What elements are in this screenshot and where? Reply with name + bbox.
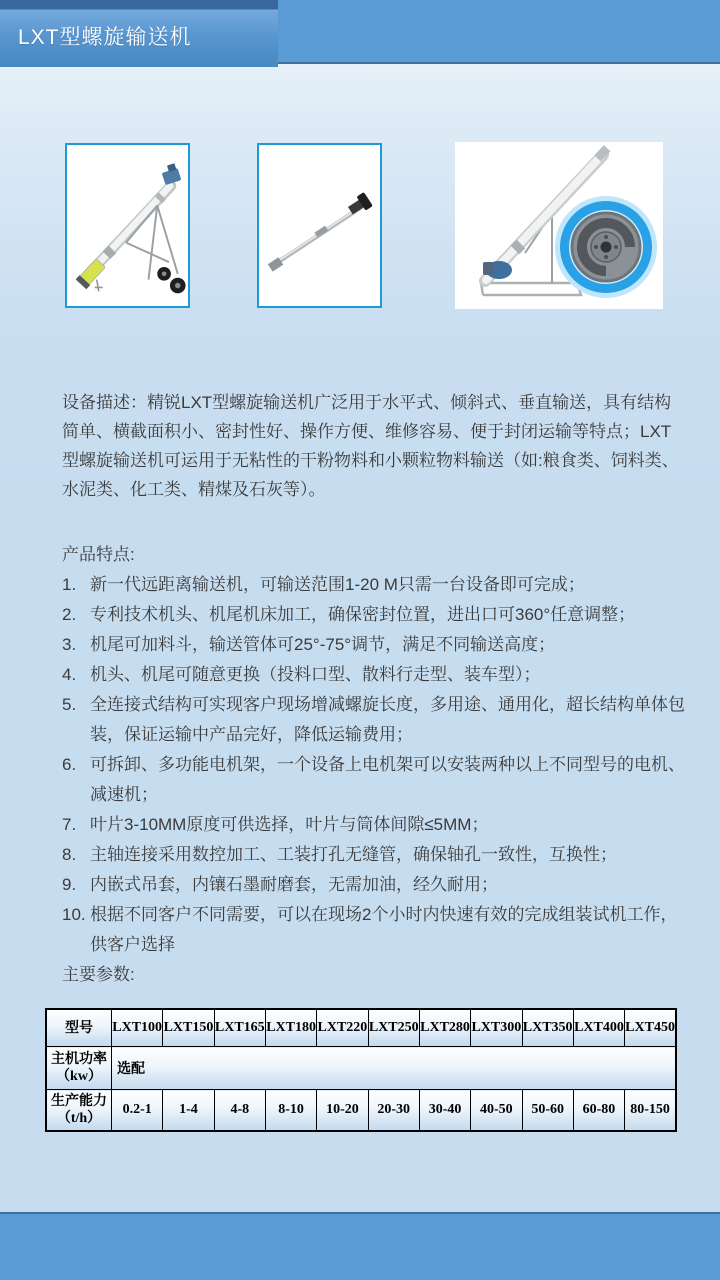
page-title: LXT型螺旋输送机 <box>18 26 192 49</box>
conveyor-with-pulley-image <box>455 142 663 309</box>
model-cell: LXT400 <box>573 1009 624 1047</box>
feature-text: 机头、机尾可随意更换（投料口型、散料行走型、装车型）； <box>90 665 541 684</box>
feature-text: 叶片3-10MM原度可供选择，叶片与筒体间隙≤5MM； <box>90 815 489 834</box>
model-cell: LXT165 <box>214 1009 265 1047</box>
feature-text: 专利技术机头、机尾机床加工，确保密封位置，进出口可360°任意调整； <box>90 605 636 624</box>
features-heading: 产品特点: <box>62 545 135 564</box>
power-label-line2: （kw） <box>56 1069 102 1084</box>
model-label-cell: 型号 <box>46 1009 112 1047</box>
capacity-row <box>46 1090 676 1132</box>
feature-item <box>62 690 686 750</box>
device-description: 设备描述：精锐LXT型螺旋输送机广泛用于水平式、倾斜式、垂直输送，具有结构简单、横截面积小、密封性好、操作方便、维修容易、便于封闭运输等特点；LXT型螺旋输送机可运用于无粘性的干粉物料和小颗粒物料输送（如:粮食类、饲料类、水泥类、化工类、精煤及石灰等）。 <box>62 393 679 499</box>
capacity-cell: 80-150 <box>625 1090 676 1132</box>
capacity-label-cell <box>46 1090 112 1132</box>
capacity-cell: 60-80 <box>573 1090 624 1132</box>
model-header-row <box>46 1009 676 1047</box>
feature-text: 全连接式结构可实现客户现场增减螺旋长度，多用途、通用化，超长结构单体包装，保证运输中产品完好，降低运输费用； <box>90 695 685 744</box>
model-cell: LXT180 <box>265 1009 316 1047</box>
capacity-label-line2: （t/h） <box>56 1111 102 1126</box>
feature-number: 10. <box>62 905 86 924</box>
feature-item <box>62 870 686 900</box>
capacity-cell: 8-10 <box>265 1090 316 1132</box>
product-photo-conveyor <box>65 143 190 308</box>
feature-item <box>62 660 686 690</box>
power-value-cell: 选配 <box>112 1047 677 1090</box>
feature-text: 机尾可加料斗，输送管体可25°-75°调节，满足不同输送高度； <box>90 635 556 654</box>
capacity-cell: 20-30 <box>368 1090 419 1132</box>
feature-number: 8. <box>62 845 77 864</box>
power-label-cell <box>46 1047 112 1090</box>
feature-text: 内嵌式吊套，内镶石墨耐磨套，无需加油，经久耐用； <box>90 875 498 894</box>
model-cell: LXT250 <box>368 1009 419 1047</box>
feature-text: 根据不同客户不同需要，可以在现场2个小时内快速有效的完成组装试机工作，供客户选择 <box>90 905 678 954</box>
feature-item <box>62 750 686 810</box>
feature-number: 5. <box>62 695 77 714</box>
power-row <box>46 1047 676 1090</box>
model-cell: LXT150 <box>163 1009 214 1047</box>
model-cell: LXT220 <box>317 1009 368 1047</box>
feature-item <box>62 900 686 960</box>
product-photo-auger <box>257 143 382 308</box>
motor-icon <box>162 163 182 185</box>
capacity-cell: 50-60 <box>522 1090 573 1132</box>
capacity-cell: 40-50 <box>471 1090 522 1132</box>
feature-number: 3. <box>62 635 77 654</box>
model-cell: LXT450 <box>625 1009 676 1047</box>
screw-auger-part-image <box>259 145 380 306</box>
parameters-heading: 主要参数: <box>62 965 135 984</box>
capacity-cell: 30-40 <box>419 1090 470 1132</box>
feature-item <box>62 570 686 600</box>
features-section <box>62 540 686 960</box>
title-tab <box>0 0 278 67</box>
feature-number: 6. <box>62 755 77 774</box>
feature-text: 可拆卸、多功能电机架，一个设备上电机架可以安装两种以上不同型号的电机、减速机； <box>90 755 685 804</box>
power-label-line1: 主机功率 <box>51 1052 107 1067</box>
inclined-screw-conveyor-image <box>67 145 188 306</box>
feature-text: 主轴连接采用数控加工、工装打孔无缝管，确保轴孔一致性，互换性； <box>90 845 617 864</box>
feature-number: 9. <box>62 875 77 894</box>
model-cell: LXT100 <box>112 1009 163 1047</box>
pulley-wheel <box>555 196 657 298</box>
feature-item <box>62 600 686 630</box>
feature-number: 2. <box>62 605 77 624</box>
capacity-cell: 1-4 <box>163 1090 214 1132</box>
feature-number: 4. <box>62 665 77 684</box>
feature-text: 新一代远距离输送机，可输送范围1-20 M只需一台设备即可完成； <box>90 575 585 594</box>
capacity-cell: 10-20 <box>317 1090 368 1132</box>
feature-item <box>62 840 686 870</box>
title-bar <box>0 0 720 64</box>
feature-number: 7. <box>62 815 77 834</box>
feature-item <box>62 630 686 660</box>
model-cell: LXT300 <box>471 1009 522 1047</box>
capacity-label-line1: 生产能力 <box>51 1094 107 1109</box>
capacity-cell: 0.2-1 <box>112 1090 163 1132</box>
product-photo-pulley <box>455 142 663 309</box>
feature-item <box>62 810 686 840</box>
parameters-table <box>45 1008 677 1132</box>
model-cell: LXT350 <box>522 1009 573 1047</box>
footer-bar <box>0 1212 720 1280</box>
model-cell: LXT280 <box>419 1009 470 1047</box>
feature-number: 1. <box>62 575 77 594</box>
capacity-cell: 4-8 <box>214 1090 265 1132</box>
